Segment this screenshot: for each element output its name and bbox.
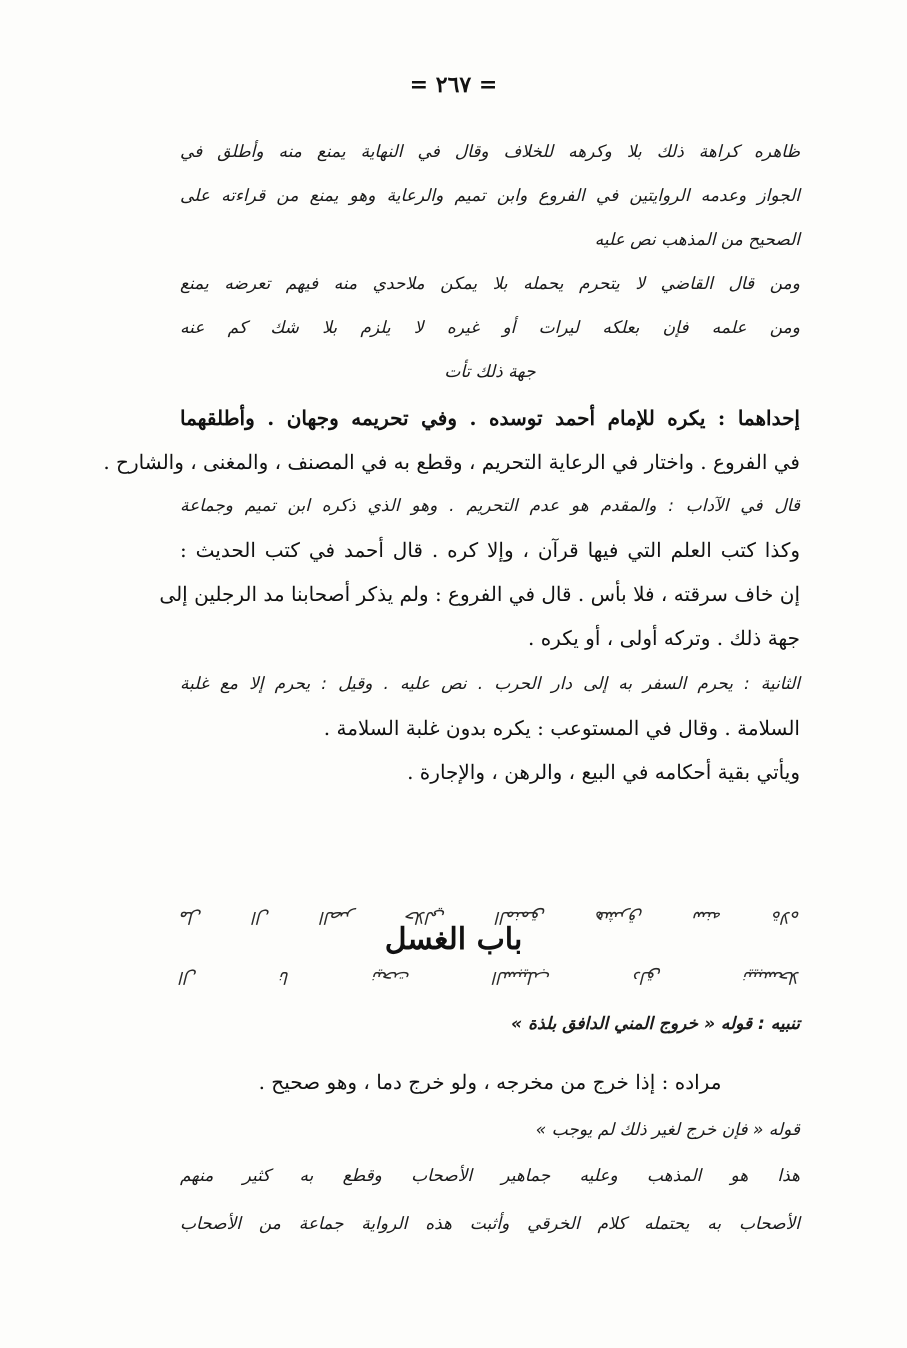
handwritten-line: ظاهره كراهة ذلك بلا وكرهه للخلاف وقال في النهاية يمنع منه وأطلق في <box>180 142 800 162</box>
text-line: جهة ذلك . وتركه أولى ، أو يكره . <box>527 626 800 650</box>
handwritten-line: الصحيح من المذهب نص عليه <box>594 230 800 250</box>
text-line <box>180 140 800 164</box>
text-line <box>180 228 800 252</box>
text-line: ويأتي بقية أحكامه في البيع ، والرهن ، والإجارة . <box>407 760 800 784</box>
section-heading: باب الغسل <box>384 922 523 957</box>
text-line <box>180 1118 800 1142</box>
upside-down-handwriting: الحسبيين قلد بليبسلا تحين ان لا <box>180 967 800 987</box>
body-text <box>103 140 800 800</box>
text-line <box>180 1212 800 1236</box>
text-line: مراده : إذا خرج من مخرجه ، ولو خرج دما ، وهو صحيح . <box>258 1070 722 1094</box>
text-line: إحداهما : يكره للإمام أحمد توسده . وفي تحريمه وجهان . وأطلقهما <box>180 406 800 430</box>
handwritten-line: الثانية : يحرم السفر به إلى دار الحرب . نص عليه . وقيل : يحرم إلا مع غلبة <box>180 674 800 694</box>
handwritten-line: قال في الآداب : والمقدم هو عدم التحريم . وهو الذي ذكره ابن تميم وجماعة <box>180 496 800 516</box>
text-line <box>180 360 800 384</box>
text-line: إن خاف سرقته ، فلا بأس . قال في الفروع : ولم يذكر أصحابنا مد الرجلين إلى <box>159 582 800 606</box>
text-line <box>180 494 800 518</box>
text-line <box>180 965 800 989</box>
text-line: وكذا كتب العلم التي فيها قرآن ، وإلا كره . قال أحمد في كتب الحديث : <box>180 538 800 562</box>
text-line <box>180 1164 800 1188</box>
body-text-after <box>180 1012 800 1236</box>
text-line <box>180 272 800 296</box>
handwritten-line: قوله « فإن خرج لغير ذلك لم يوجب » <box>535 1120 800 1140</box>
upside-down-lines-2 <box>180 965 800 989</box>
text-line: في الفروع . واختار في الرعاية التحريم ، وقطع به في المصنف ، والمغنى ، والشارح . <box>103 450 800 474</box>
text-line <box>180 184 800 208</box>
handwritten-line: جهة ذلك تأت <box>444 362 536 382</box>
text-line: السلامة . وقال في المستوعب : يكره بدون غلبة السلامة . <box>323 716 800 740</box>
text-line <box>180 1012 800 1036</box>
handwritten-line: ومن قال القاضي لا يتحرم يحمله بلا يمكن ملاحدي منه فيهم تعرضه يمنع <box>180 274 800 294</box>
handwritten-line: تنبيه : قوله « خروج المني الدافق بلذة » <box>511 1014 800 1034</box>
text-line <box>180 316 800 340</box>
handwritten-line: الأصحاب به يحتمله كلام الخرقي وأثبت هذه الرواية جماعة من الأصحاب <box>180 1214 800 1234</box>
upside-down-handwriting: هالة هنس قرشه قمنملا يلالح رصلا لا لم <box>180 907 800 927</box>
page-number: = ٢٦٧ = <box>409 72 498 98</box>
handwritten-line: هذا هو المذهب وعليه جماهير الأصحاب وقطع به كثير منهم <box>180 1166 800 1186</box>
handwritten-line: ومن علمه فإن بعلكه ليرات أو غيره لا يلزم بلا شك كم عنه <box>180 318 800 338</box>
handwritten-line: الجواز وعدمه الروايتين في الفروع وابن تميم والرعاية وهو يمنع من قراءته على <box>180 186 800 206</box>
text-line <box>180 672 800 696</box>
